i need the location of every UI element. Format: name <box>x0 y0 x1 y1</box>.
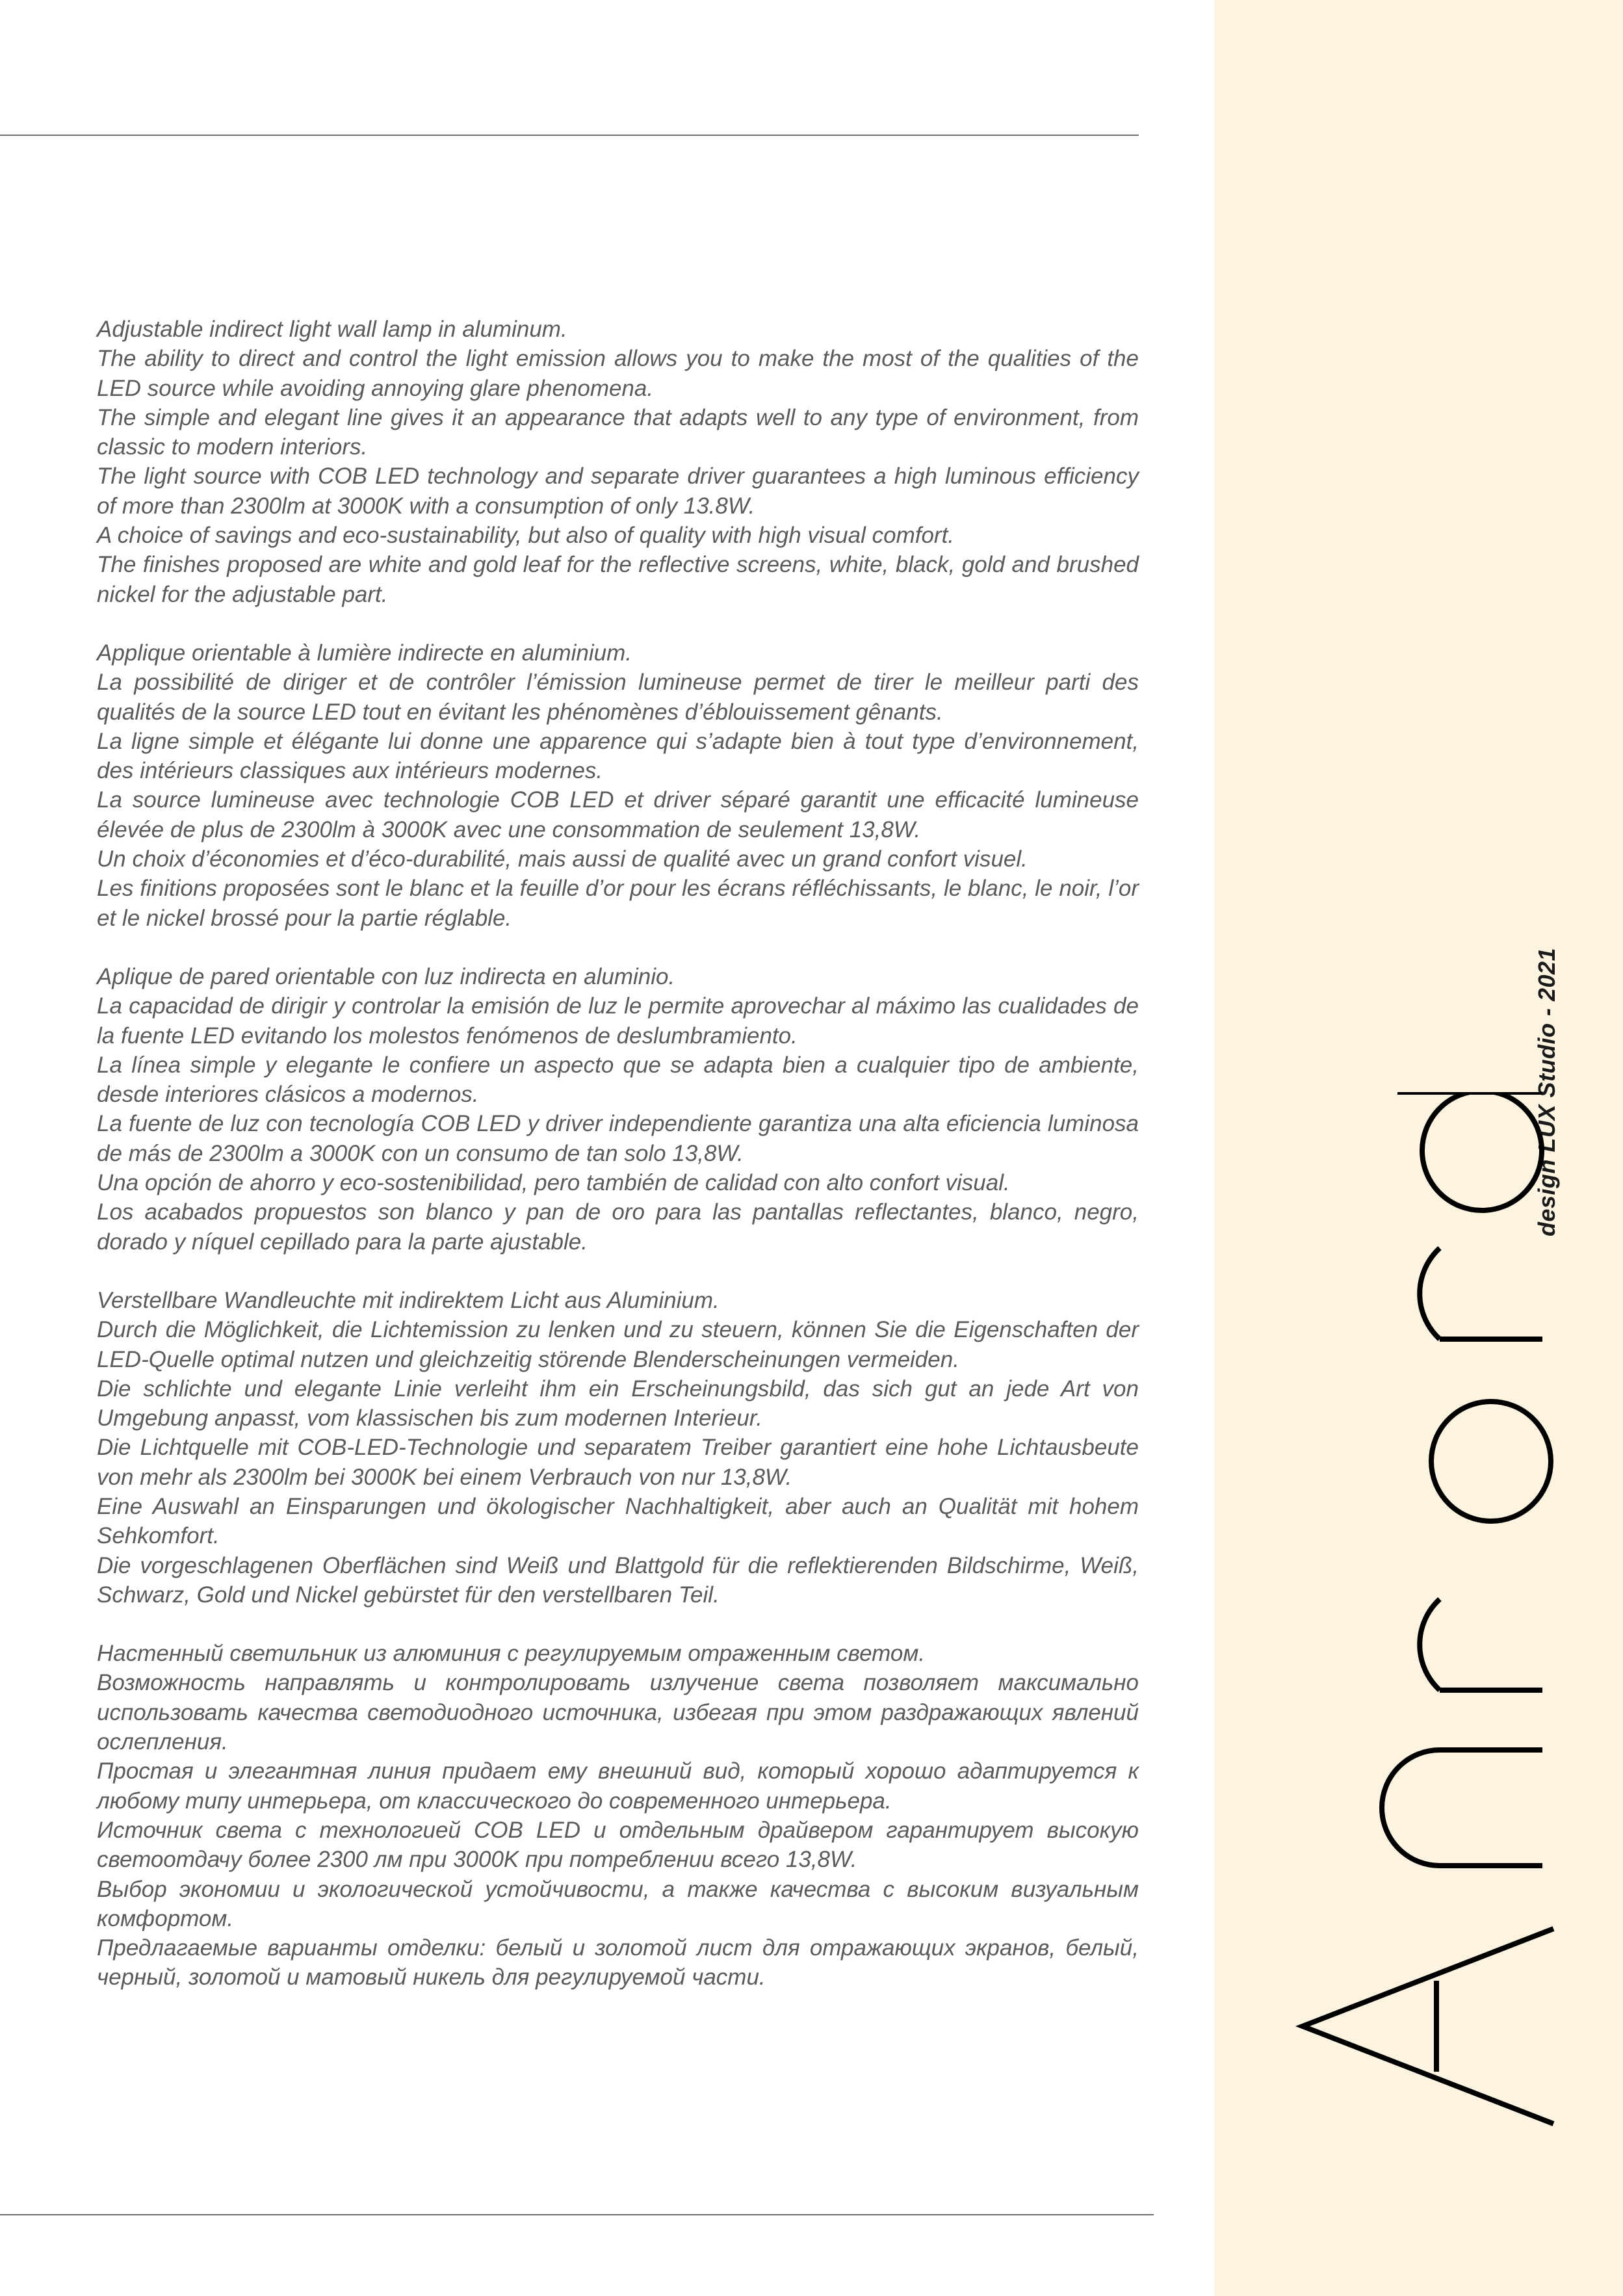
paragraph: La source lumineuse avec technologie COB LED et driver séparé garantit une efficacité lumineuse élevée de plus de 2300lm à 3000K avec une consommation de seulement 13,8W. <box>97 787 1139 842</box>
paragraph: The light source with COB LED technology and separate driver guarantees a high luminous efficiency of more than 2300lm at 3000K with a consumption of only 13.8W. <box>97 463 1139 519</box>
paragraph: Возможность направлять и контролировать излучение света позволяет максимально использовать качества светодиодного источника, избегая при этом раздражающих явлений ослепления. <box>97 1670 1139 1755</box>
paragraph: Una opción de ahorro y eco-sostenibilidad, pero también de calidad con alto confort visual. <box>97 1170 1010 1196</box>
description-text <box>97 315 1139 2022</box>
top-divider <box>0 135 1139 136</box>
paragraph: La ligne simple et élégante lui donne une apparence qui s’adapte bien à tout type d’environnement, des intérieurs classiques aux intérieurs modernes. <box>97 728 1139 784</box>
paragraph: The simple and elegant line gives it an appearance that adapts well to any type of environment, from classic to modern interiors. <box>97 404 1139 460</box>
logo-letter-u <box>1382 1750 1542 1866</box>
paragraph: Adjustable indirect light wall lamp in aluminum. <box>97 317 567 342</box>
paragraph: Les finitions proposées sont le blanc et la feuille d’or pour les écrans réfléchissants, le blanc, le noir, l’or et le nickel brossé pour la partie réglable. <box>97 876 1139 931</box>
paragraph: Настенный светильник из алюминия с регулируемым отраженным светом. <box>97 1641 926 1667</box>
paragraph: Applique orientable à lumière indirecte en aluminium. <box>97 640 632 666</box>
paragraph: Выбор экономии и экологической устойчивости, а также качества с высоким визуальным комфортом. <box>97 1876 1139 1931</box>
paragraph: Los acabados propuestos son blanco y pan de oro para las pantallas reflectantes, blanco, negro, dorado y níquel cepillado para la parte ajustable. <box>97 1199 1139 1255</box>
section-french <box>97 638 1139 933</box>
section-russian <box>97 1639 1139 1992</box>
paragraph: Un choix d’économies et d’éco-durabilité, mais aussi de qualité avec un grand confort visuel. <box>97 846 1028 872</box>
paragraph: Die Lichtquelle mit COB-LED-Technologie und separatem Treiber garantiert eine hohe Lichtausbeute von mehr als 2300lm bei 3000K bei einem Verbrauch von nur 13,8W. <box>97 1435 1139 1490</box>
paragraph: The ability to direct and control the light emission allows you to make the most of the qualities of the LED source while avoiding annoying glare phenomena. <box>97 346 1139 401</box>
logo-letter-r-arm <box>1420 1599 1440 1690</box>
paragraph: Verstellbare Wandleuchte mit indirektem Licht aus Aluminium. <box>97 1287 720 1313</box>
paragraph: Die vorgeschlagenen Oberflächen sind Weiß und Blattgold für die reflektierenden Bildschirme, Weiß, Schwarz, Gold und Nickel gebürstet für den verstellbaren Teil. <box>97 1552 1139 1608</box>
paragraph: Простая и элегантная линия придает ему внешний вид, который хорошо адаптируется к любому типу интерьера, от классического до современного интерьера. <box>97 1758 1139 1814</box>
bottom-divider <box>0 2214 1154 2215</box>
paragraph: La possibilité de diriger et de contrôler l’émission lumineuse permet de tirer le meilleur parti des qualités de la source LED tout en évitant les phénomènes d’éblouissement gênants. <box>97 670 1139 725</box>
paragraph: La fuente de luz con tecnología COB LED y driver independiente garantiza una alta eficiencia luminosa de más de 2300lm a 3000K con un consumo de tan solo 13,8W. <box>97 1111 1139 1166</box>
paragraph: La línea simple y elegante le confiere un aspecto que se adapta bien a cualquier tipo de ambiente, desde interiores clásicos a modernos. <box>97 1052 1139 1108</box>
section-german <box>97 1286 1139 1610</box>
logo-letter-a <box>1303 1929 1553 2124</box>
paragraph: Eine Auswahl an Einsparungen und ökologischer Nachhaltigkeit, aber auch an Qualität mit hohem Sehkomfort. <box>97 1493 1139 1549</box>
paragraph: A choice of savings and eco-sustainability, but also of quality with high visual comfort. <box>97 523 955 549</box>
paragraph: La capacidad de dirigir y controlar la emisión de luz le permite aprovechar al máximo las cualidades de la fuente LED evitando los molestos fenómenos de deslumbramiento. <box>97 993 1139 1049</box>
paragraph: Die schlichte und elegante Linie verleiht ihm ein Erscheinungsbild, das sich gut an jede Art von Umgebung anpasst, vom klassischen bis zum modernen Interieur. <box>97 1376 1139 1431</box>
design-credit: design LUX Studio - 2021 <box>1533 947 1560 1237</box>
logo-letter-r2-arm <box>1420 1248 1440 1339</box>
paragraph: Aplique de pared orientable con luz indirecta en aluminio. <box>97 963 675 989</box>
paragraph: Предлагаемые варианты отделки: белый и золотой лист для отражающих экранов, белый, черный, золотой и матовый никель для регулируемой части. <box>97 1935 1139 1990</box>
section-english <box>97 315 1139 609</box>
section-spanish <box>97 962 1139 1257</box>
logo-letter-a2-bowl <box>1422 1092 1542 1210</box>
logo-letter-o <box>1431 1402 1551 1521</box>
aurora-logo <box>1293 1092 1566 2132</box>
paragraph: The finishes proposed are white and gold leaf for the reflective screens, white, black, gold and brushed nickel for the adjustable part. <box>97 552 1139 607</box>
paragraph: Durch die Möglichkeit, die Lichtemission zu lenken und zu steuern, können Sie die Eigenschaften der LED-Quelle optimal nutzen und gleichzeitig störende Blenderscheinungen vermeiden. <box>97 1317 1139 1372</box>
paragraph: Источник света с технологией COB LED и отдельным драйвером гарантирует высокую светоотдачу более 2300 лм при 3000K при потреблении всего 13,8W. <box>97 1817 1139 1873</box>
